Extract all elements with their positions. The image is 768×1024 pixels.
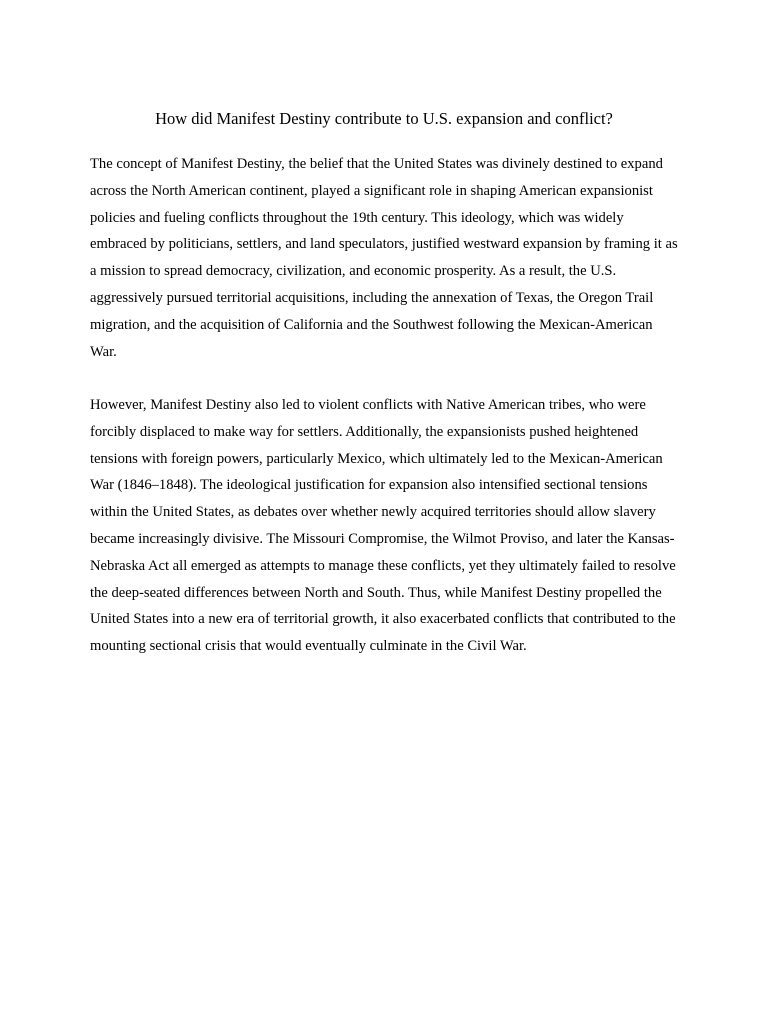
document-title: How did Manifest Destiny contribute to U.S. expansion and conflict? [155,109,613,128]
paragraph-2: However, Manifest Destiny also led to violent conflicts with Native American tribes, who were forcibly displaced to make way for settlers. Additionally, the expansionists pushed heightened tensions with foreign powers, particularly Mexico, which ultimately led to the Mexican-American War (1846–1848). The ideological justification for expansion also intensified sectional tensions within the United States, as debates over whether newly acquired territories should allow slavery became increasingly divisive. The Missouri Compromise, the Wilmot Proviso, and later the Kansas-Nebraska Act all emerged as attempts to manage these conflicts, yet they ultimately failed to resolve the deep-seated differences between North and South. Thus, while Manifest Destiny propelled the United States into a new era of territorial growth, it also exacerbated conflicts that contributed to the mounting sectional crisis that would eventually culminate in the Civil War. [90,397,676,655]
paragraph-1: The concept of Manifest Destiny, the belief that the United States was divinely destined to expand across the North American continent, played a significant role in shaping American expansionist policies and fueling conflicts throughout the 19th century. This ideology, which was widely embraced by politicians, settlers, and land speculators, justified westward expansion by framing it as a mission to spread democracy, civilization, and economic prosperity. As a result, the U.S. aggressively pursued territorial acquisitions, including the annexation of Texas, the Oregon Trail migration, and the acquisition of California and the Southwest following the Mexican-American War. [90,156,678,360]
